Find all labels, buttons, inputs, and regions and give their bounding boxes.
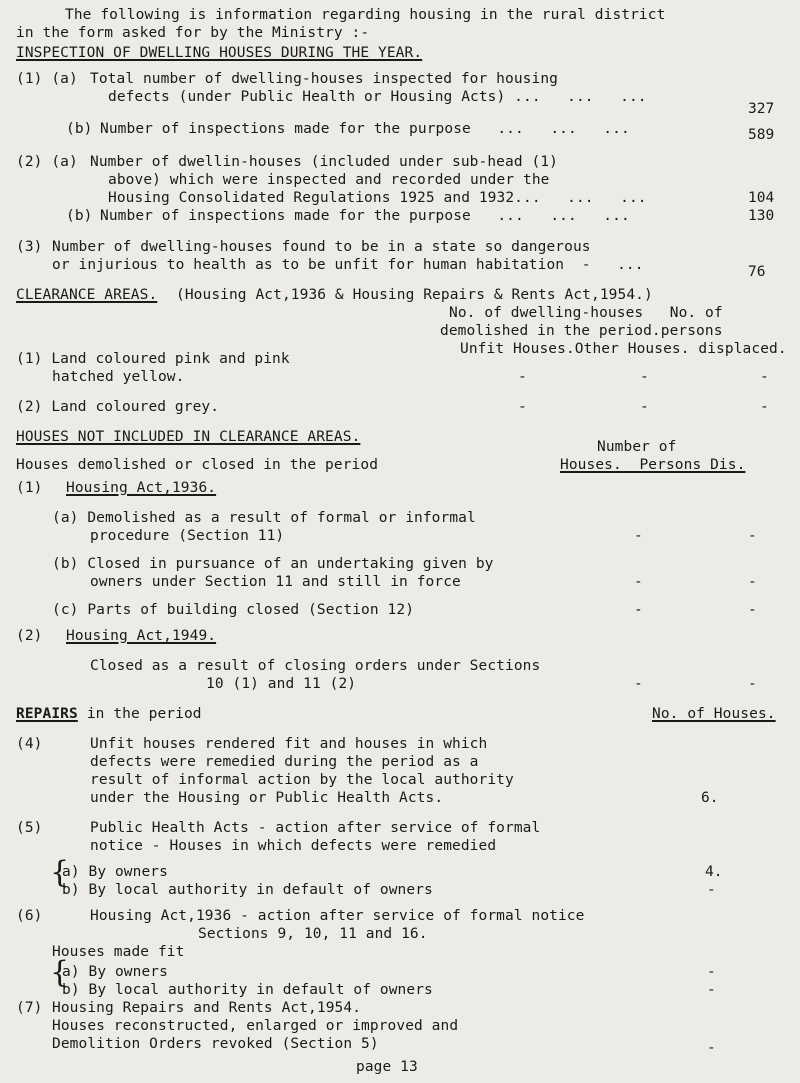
clearance-row-1-line-2: hatched yellow. xyxy=(52,369,185,385)
clearance-heading: CLEARANCE AREAS. xyxy=(16,287,158,303)
item-1a-line-2: defects (under Public Health or Housing Acts) ... ... ... xyxy=(108,89,647,105)
item-2a-line-1: Number of dwellin-houses (included under sub-head (1) xyxy=(90,154,558,170)
item-2a-number: (2) (a) xyxy=(16,154,78,170)
demolished-line-2: procedure (Section 11) xyxy=(90,528,285,544)
item-3-line-2: or injurious to health as to be unfit for human habitation - ... xyxy=(52,257,644,273)
act-1949-title: Housing Act,1949. xyxy=(66,628,217,644)
not-included-column-header-1: Number of xyxy=(597,439,677,455)
repairs-heading-rest: in the period xyxy=(78,706,202,722)
clearance-row-1-line-1: (1) Land coloured pink and pink xyxy=(16,351,290,367)
clearance-row-1-displaced: - xyxy=(760,369,769,385)
demolished-houses: - xyxy=(634,528,643,544)
repairs-item-5-line-1: Public Health Acts - action after service of formal xyxy=(90,820,541,836)
repairs-item-6a-value: - xyxy=(707,964,716,980)
repairs-item-4-number: (4) xyxy=(16,736,43,752)
item-1a-value: 327 xyxy=(748,101,775,117)
clearance-column-header-2: demolished in the period.persons xyxy=(440,323,723,339)
item-3-line-1: Number of dwelling-houses found to be in a state so dangerous xyxy=(52,239,591,255)
clearance-row-1-unfit: - xyxy=(518,369,527,385)
clearance-column-header-3: Unfit Houses.Other Houses. displaced. xyxy=(460,341,787,357)
item-1a-line-1: Total number of dwelling-houses inspected for housing xyxy=(90,71,558,87)
closed-undertaking-persons: - xyxy=(748,574,757,590)
clearance-row-2-other: - xyxy=(640,399,649,415)
closing-orders-persons: - xyxy=(748,676,757,692)
act-1949-number: (2) xyxy=(16,628,43,644)
item-2b-number: (b) xyxy=(66,208,93,224)
repairs-item-5b: b) By local authority in default of owners xyxy=(62,882,433,898)
repairs-item-6-line-1: Housing Act,1936 - action after service of formal notice xyxy=(90,908,585,924)
clearance-heading-acts: (Housing Act,1936 & Housing Repairs & Rents Act,1954.) xyxy=(176,287,653,303)
closed-undertaking-line-2: owners under Section 11 and still in force xyxy=(90,574,461,590)
repairs-item-5a: a) By owners xyxy=(62,864,168,880)
closing-orders-line-2: 10 (1) and 11 (2) xyxy=(206,676,357,692)
item-2a-line-2: above) which were inspected and recorded under the xyxy=(108,172,550,188)
item-2b-line-1: Number of inspections made for the purpose ... ... ... xyxy=(100,208,630,224)
clearance-row-2-displaced: - xyxy=(760,399,769,415)
repairs-item-6b-value: - xyxy=(707,982,716,998)
not-included-column-header-2: Houses. Persons Dis. xyxy=(560,457,746,473)
item-1b-line-1: Number of inspections made for the purpose ... ... ... xyxy=(100,121,630,137)
repairs-item-5a-value: 4. xyxy=(705,864,723,880)
repairs-item-5-line-2: notice - Houses in which defects were remedied xyxy=(90,838,497,854)
act-1936-number: (1) xyxy=(16,480,43,496)
demolished-line-1: (a) Demolished as a result of formal or informal xyxy=(52,510,476,526)
brace-left: { xyxy=(50,855,70,890)
not-included-subheading: Houses demolished or closed in the period xyxy=(16,457,379,473)
repairs-item-6-line-2: Sections 9, 10, 11 and 16. xyxy=(198,926,428,942)
repairs-item-4-line-2: defects were remedied during the period as a xyxy=(90,754,479,770)
item-1b-number: (b) xyxy=(66,121,93,137)
item-2a-line-3: Housing Consolidated Regulations 1925 and 1932... ... ... xyxy=(108,190,647,206)
item-3-value: 76 xyxy=(748,264,766,280)
repairs-item-7-value: - xyxy=(707,1040,716,1056)
clearance-row-2-unfit: - xyxy=(518,399,527,415)
clearance-row-2: (2) Land coloured grey. xyxy=(16,399,220,415)
item-1b-value: 589 xyxy=(748,127,775,143)
intro-line-1: The following is information regarding housing in the rural district xyxy=(65,7,666,23)
repairs-item-7-line-3: Demolition Orders revoked (Section 5) xyxy=(52,1036,379,1052)
item-1a-number: (1) (a) xyxy=(16,71,78,87)
repairs-item-7-line-2: Houses reconstructed, enlarged or improved and xyxy=(52,1018,459,1034)
repairs-item-6b: b) By local authority in default of owners xyxy=(62,982,433,998)
repairs-item-6-line-3: Houses made fit xyxy=(52,944,185,960)
repairs-item-4-line-4: under the Housing or Public Health Acts. xyxy=(90,790,444,806)
closing-orders-houses: - xyxy=(634,676,643,692)
item-2b-value: 130 xyxy=(748,208,775,224)
repairs-item-6a: a) By owners xyxy=(62,964,168,980)
repairs-item-5b-value: - xyxy=(707,882,716,898)
repairs-item-5-number: (5) xyxy=(16,820,43,836)
page-number: page 13 xyxy=(356,1059,418,1075)
parts-closed-line: (c) Parts of building closed (Section 12) xyxy=(52,602,415,618)
repairs-item-6-number: (6) xyxy=(16,908,43,924)
demolished-persons: - xyxy=(748,528,757,544)
item-2a-value: 104 xyxy=(748,190,775,206)
parts-closed-persons: - xyxy=(748,602,757,618)
intro-line-2: in the form asked for by the Ministry :- xyxy=(16,25,370,41)
closing-orders-line-1: Closed as a result of closing orders under Sections xyxy=(90,658,541,674)
not-included-heading: HOUSES NOT INCLUDED IN CLEARANCE AREAS. xyxy=(16,429,361,445)
closed-undertaking-houses: - xyxy=(634,574,643,590)
repairs-item-7-line-1: Housing Repairs and Rents Act,1954. xyxy=(52,1000,362,1016)
repairs-item-7-number: (7) xyxy=(16,1000,43,1016)
repairs-heading: REPAIRS xyxy=(16,706,78,722)
repairs-item-4-line-3: result of informal action by the local authority xyxy=(90,772,514,788)
inspection-heading: INSPECTION OF DWELLING HOUSES DURING THE YEAR. xyxy=(16,45,423,61)
repairs-item-4-value: 6. xyxy=(701,790,719,806)
clearance-row-1-other: - xyxy=(640,369,649,385)
act-1936-title: Housing Act,1936. xyxy=(66,480,217,496)
clearance-column-header-1: No. of dwelling-houses No. of xyxy=(449,305,723,321)
closed-undertaking-line-1: (b) Closed in pursuance of an undertaking given by xyxy=(52,556,494,572)
item-3-number: (3) xyxy=(16,239,43,255)
parts-closed-houses: - xyxy=(634,602,643,618)
repairs-column-header: No. of Houses. xyxy=(652,706,776,722)
repairs-item-4-line-1: Unfit houses rendered fit and houses in which xyxy=(90,736,488,752)
brace-left: { xyxy=(50,955,70,990)
